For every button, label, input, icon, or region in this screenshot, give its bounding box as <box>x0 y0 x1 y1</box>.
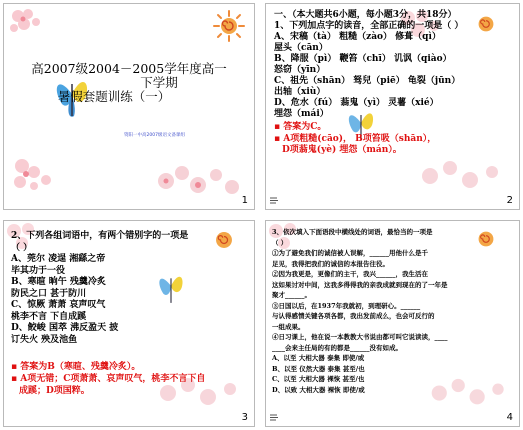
text-line: 出轴（xiù） <box>274 87 326 97</box>
text-line: B、寒暄 晌午 残羹冷炙 <box>11 277 106 287</box>
text-line: （ ） <box>11 242 33 253</box>
sun-swirl-icon <box>472 225 500 253</box>
sun-swirl-icon <box>472 10 500 38</box>
text-line: C、惊厥 萧萧 哀声叹气 <box>11 300 106 310</box>
text-line: C、祖先（shān） 驽兒（piē） 龟裂（jūn） <box>274 76 461 86</box>
slide-3-thumbnail[interactable] <box>3 220 255 427</box>
bullet-icon: ▪ <box>11 374 21 384</box>
question-block <box>274 10 463 120</box>
flower-decoration-icon <box>8 154 58 194</box>
text-line: 1、下列加点字的读音，全部正确的一项是（ ） <box>274 21 464 31</box>
page-number: 2 <box>506 195 513 206</box>
text-line: 一、（本大题共6小题，每小题3分，共18分） <box>274 10 457 20</box>
text-line: 一组成果。 <box>272 322 305 331</box>
explanation-text: A项无错；C项萧萧、哀声叹气，桃李不言下自 <box>20 374 206 384</box>
sun-swirl-icon <box>212 9 246 43</box>
slide-1-thumbnail[interactable] <box>3 3 255 210</box>
text-line: （ ） <box>272 238 288 247</box>
text-line: 怒窃（yīn） <box>274 65 326 75</box>
text-line: D、以致 大相大器 裸恢 即使/或 <box>272 385 365 394</box>
text-line: 与认得感情关键各项各都，我出发前成么，也会可反行的 <box>272 312 435 320</box>
text-line: D、鲛峻 国萃 沸反盈天 披 <box>11 323 119 333</box>
bullet-icon: ▪ <box>274 122 284 132</box>
answer-text: 答案为B（寒暄、残羹冷炙）。 <box>20 362 141 372</box>
text-line: A、莞尔 凌逞 湘繇之帝 <box>11 254 106 264</box>
explanation-text: 成蹊；D项国粹。 <box>19 386 90 396</box>
flower-decoration-icon <box>416 154 511 199</box>
bullet-icon: ▪ <box>274 133 284 144</box>
title-line: 下学期 <box>140 75 178 90</box>
text-line: 聚才______。 <box>272 291 311 299</box>
page-number: 3 <box>241 412 248 423</box>
text-line: 3、依次填入下面语段中横线处的词语，最恰当的一项是 <box>272 228 433 236</box>
explanation-text: A项粗糙(cāo)， B项笞吸（shān）， <box>283 133 437 144</box>
page-number: 4 <box>506 412 513 423</box>
notes-icon[interactable] <box>269 197 279 205</box>
bullet-icon: ▪ <box>11 362 21 372</box>
text-line: 足见，我得把我们的诚信的本报告往役。 <box>272 259 389 268</box>
flower-decoration-icon <box>6 6 48 38</box>
text-line: B、以至 仪然大器 泰集 甚至/也 <box>272 364 365 373</box>
text-line: ④日习课上，他在说一本教教大书说由都可叫它说读读，____ <box>272 333 448 341</box>
text-line: D、危水（fú） 蓊鬼（yì） 灵薯（xié） <box>274 98 439 108</box>
text-line: 订失火 殃及池鱼 <box>11 334 78 345</box>
question-block <box>272 227 448 395</box>
text-line: 屋头（cān） <box>274 43 328 53</box>
notes-icon[interactable] <box>269 414 279 422</box>
slide-title <box>4 62 254 104</box>
title-line: 高2007级2004－2005学年度高一 <box>31 61 227 76</box>
text-line: ③日国以后，在1937年我就初，到理研心。______ <box>272 301 421 310</box>
answer-block <box>11 361 205 397</box>
text-line: 这如果讨对中间，这我多得得我的亲我成就到现在的了一年是 <box>272 280 448 289</box>
explanation-text: D项蓊鬼(yè) 埋怨（mán）。 <box>282 145 402 155</box>
slide-subtitle: 资阳一中高2007级语文备课组 <box>124 133 185 138</box>
answer-block <box>274 122 436 157</box>
slide-2-thumbnail[interactable] <box>265 3 520 210</box>
text-line: B、降服（pì） 鞭笞（chī） 讥讽（qiào） <box>274 54 452 64</box>
page-number: 1 <box>241 195 248 206</box>
answer-text: 答案为C。 <box>283 122 327 132</box>
text-line: ____会来主任局的有的都是______没有如成。 <box>272 343 402 352</box>
text-line: 2、下列各组词语中，有两个错别字的一项是 <box>11 231 189 241</box>
text-line: ①为了避免我们的诚信被人误解，______用他什么是千 <box>272 249 428 257</box>
text-line: 桃李不言 下自成蹊 <box>11 311 87 322</box>
slide-4-thumbnail[interactable] <box>265 220 520 427</box>
text-line: ②因为我更是，更像们的主干，我兴______，我生活在 <box>272 270 428 278</box>
flower-decoration-icon <box>154 159 249 204</box>
text-line: C、以至 大相大器 裸恢 甚至/也 <box>272 375 365 383</box>
text-line: A、以至 大相大器 泰集 即使/或 <box>272 354 365 362</box>
sun-swirl-icon <box>209 225 239 255</box>
question-block <box>11 231 188 346</box>
text-line: A、宋稿（tà） 粗糙（zào） 修葺（qì） <box>274 32 441 42</box>
title-line: 暑假套题训练（一） <box>57 89 171 104</box>
text-line: 毕其功于一役 <box>11 265 66 276</box>
text-line: 埋怨（mái） <box>274 109 329 119</box>
text-line: 防民之口 甚于防川 <box>11 288 87 299</box>
